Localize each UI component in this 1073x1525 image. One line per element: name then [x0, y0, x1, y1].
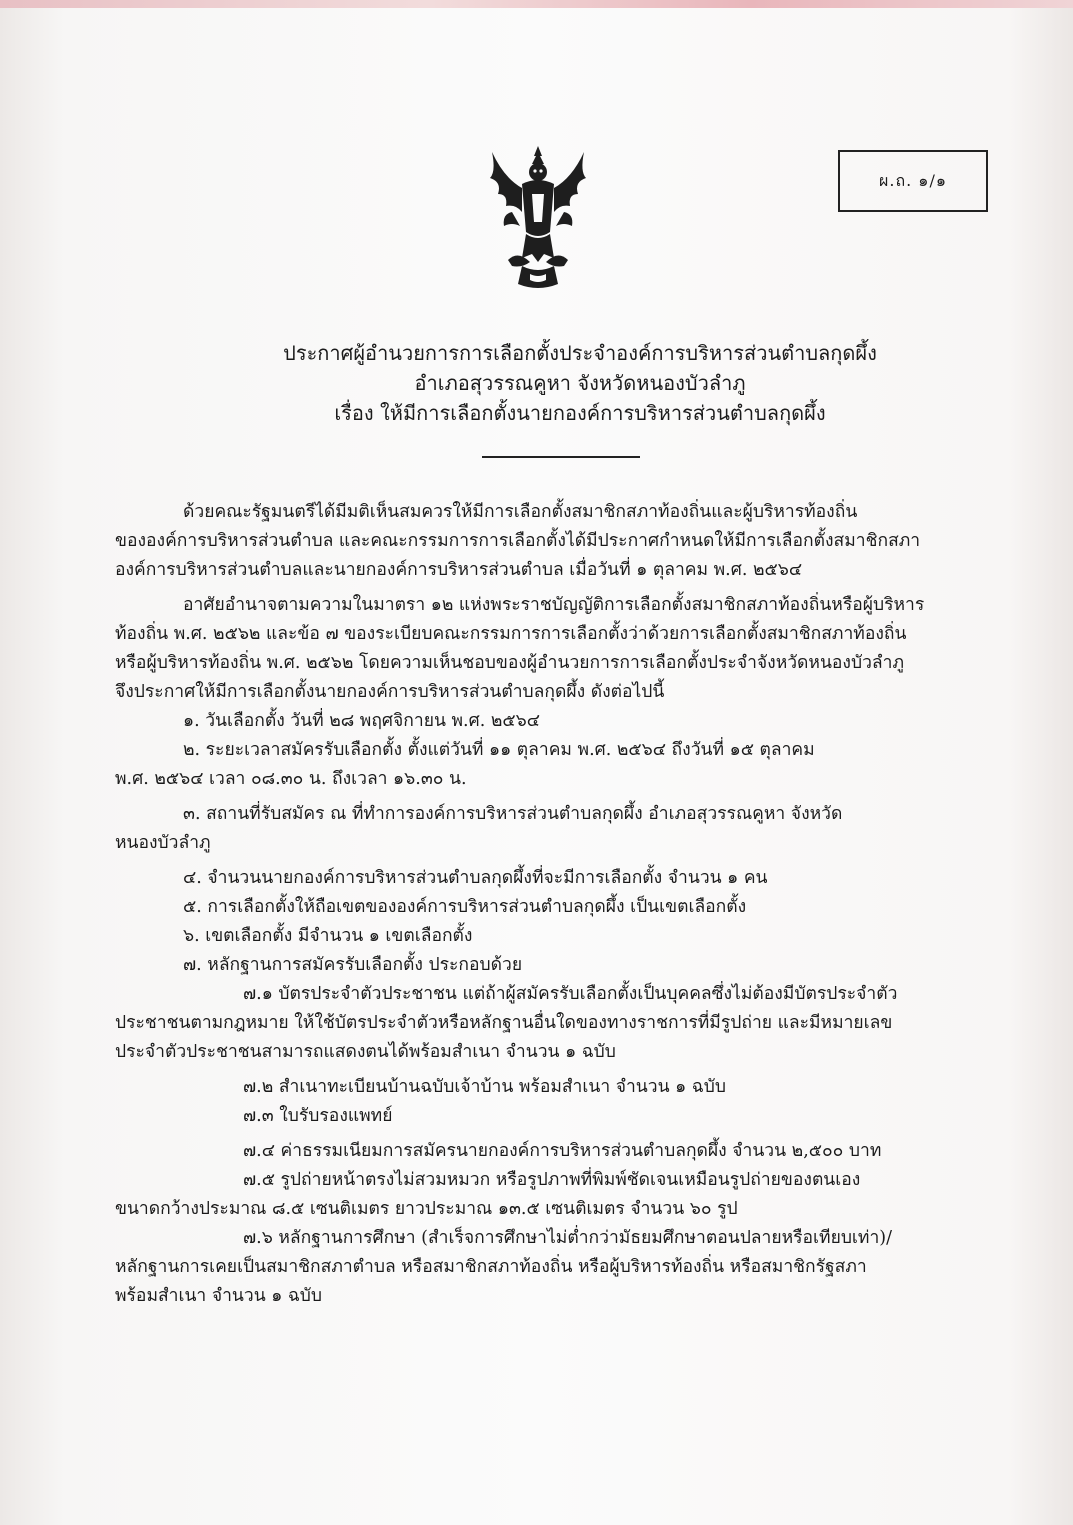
- body-line: องค์การบริหารส่วนตำบลและนายกองค์การบริหารส่วนตำบล เมื่อวันที่ ๑ ตุลาคม พ.ศ. ๒๕๖๔: [115, 560, 803, 580]
- body-line: ประชาชนตามกฎหมาย ให้ใช้บัตรประจำตัวหรือหลักฐานอื่นใดของทางราชการที่มีรูปถ่าย และมีหมายเลข: [115, 1013, 893, 1033]
- announcement-heading: [200, 338, 960, 428]
- body-line: ขนาดกว้างประมาณ ๘.๕ เซนติเมตร ยาวประมาณ ๑๓.๕ เซนติเมตร จำนวน ๖๐ รูป: [115, 1199, 738, 1219]
- body-line: ๕. การเลือกตั้งให้ถือเขตขององค์การบริหารส่วนตำบลกุดผึ้ง เป็นเขตเลือกตั้ง: [183, 897, 747, 917]
- body-line: ๖. เขตเลือกตั้ง มีจำนวน ๑ เขตเลือกตั้ง: [183, 926, 473, 946]
- garuda-emblem-icon: [482, 142, 594, 294]
- heading-line-3: เรื่อง ให้มีการเลือกตั้งนายกองค์การบริหารส่วนตำบลกุดผึ้ง: [334, 401, 826, 425]
- body-line: ขององค์การบริหารส่วนตำบล และคณะกรรมการการเลือกตั้งได้มีประกาศกำหนดให้มีการเลือกตั้งสมาชิกสภา: [115, 531, 921, 551]
- page-top-edge: [0, 0, 1073, 8]
- form-code: ผ.ถ. ๑/๑: [878, 170, 948, 190]
- body-line: พร้อมสำเนา จำนวน ๑ ฉบับ: [115, 1286, 323, 1306]
- heading-line-1: ประกาศผู้อำนวยการการเลือกตั้งประจำองค์การบริหารส่วนตำบลกุดผึ้ง: [283, 341, 877, 365]
- body-line: ๑. วันเลือกตั้ง วันที่ ๒๘ พฤศจิกายน พ.ศ. ๒๕๖๔: [183, 711, 540, 731]
- body-line: พ.ศ. ๒๕๖๔ เวลา ๐๘.๓๐ น. ถึงเวลา ๑๖.๓๐ น.: [115, 769, 467, 789]
- body-line: จึงประกาศให้มีการเลือกตั้งนายกองค์การบริหารส่วนตำบลกุดผึ้ง ดังต่อไปนี้: [115, 682, 665, 702]
- body-line: ๗.๑ บัตรประจำตัวประชาชน แต่ถ้าผู้สมัครรับเลือกตั้งเป็นบุคคลซึ่งไม่ต้องมีบัตรประจำตัว: [243, 984, 898, 1004]
- body-line: ๒. ระยะเวลาสมัครรับเลือกตั้ง ตั้งแต่วันที่ ๑๑ ตุลาคม พ.ศ. ๒๕๖๔ ถึงวันที่ ๑๕ ตุลาคม: [183, 740, 815, 760]
- heading-line-2: อำเภอสุวรรณคูหา จังหวัดหนองบัวลำภู: [414, 371, 746, 395]
- body-line: ด้วยคณะรัฐมนตรีได้มีมติเห็นสมควรให้มีการเลือกตั้งสมาชิกสภาท้องถิ่นและผู้บริหารท้องถิ่น: [183, 502, 858, 522]
- body-line: หนองบัวลำภู: [115, 833, 211, 853]
- body-line: ๗. หลักฐานการสมัครรับเลือกตั้ง ประกอบด้วย: [183, 955, 523, 975]
- body-line: ๗.๓ ใบรับรองแพทย์: [243, 1106, 393, 1126]
- body-line: ๔. จำนวนนายกองค์การบริหารส่วนตำบลกุดผึ้งที่จะมีการเลือกตั้ง จำนวน ๑ คน: [183, 868, 768, 888]
- heading-divider: [482, 456, 640, 458]
- body-line: ๗.๔ ค่าธรรมเนียมการสมัครนายกองค์การบริหารส่วนตำบลกุดผึ้ง จำนวน ๒,๕๐๐ บาท: [243, 1141, 882, 1161]
- body-line: ๗.๖ หลักฐานการศึกษา (สำเร็จการศึกษาไม่ต่ำกว่ามัธยมศึกษาตอนปลายหรือเทียบเท่า)/: [243, 1228, 892, 1248]
- body-line: ท้องถิ่น พ.ศ. ๒๕๖๒ และข้อ ๗ ของระเบียบคณะกรรมการการเลือกตั้งว่าด้วยการเลือกตั้งสมาชิกสภาท้องถิ่น: [115, 624, 907, 644]
- body-line: ประจำตัวประชาชนสามารถแสดงตนได้พร้อมสำเนา จำนวน ๑ ฉบับ: [115, 1042, 616, 1062]
- body-line: ๓. สถานที่รับสมัคร ณ ที่ทำการองค์การบริหารส่วนตำบลกุดผึ้ง อำเภอสุวรรณคูหา จังหวัด: [183, 804, 843, 824]
- body-line: อาศัยอำนาจตามความในมาตรา ๑๒ แห่งพระราชบัญญัติการเลือกตั้งสมาชิกสภาท้องถิ่นหรือผู้บริหาร: [183, 595, 925, 615]
- announcement-body: [115, 498, 960, 1311]
- body-line: หรือผู้บริหารท้องถิ่น พ.ศ. ๒๕๖๒ โดยความเห็นชอบของผู้อำนวยการการเลือกตั้งประจำจังหวัดหนองบัวลำภู: [115, 653, 904, 673]
- body-line: ๗.๕ รูปถ่ายหน้าตรงไม่สวมหมวก หรือรูปภาพที่พิมพ์ชัดเจนเหมือนรูปถ่ายของตนเอง: [243, 1170, 861, 1190]
- body-line: ๗.๒ สำเนาทะเบียนบ้านฉบับเจ้าบ้าน พร้อมสำเนา จำนวน ๑ ฉบับ: [243, 1077, 726, 1097]
- form-code-box: [838, 150, 988, 212]
- body-line: หลักฐานการเคยเป็นสมาชิกสภาตำบล หรือสมาชิกสภาท้องถิ่น หรือผู้บริหารท้องถิ่น หรือสมาชิกรัฐสภา: [115, 1257, 867, 1277]
